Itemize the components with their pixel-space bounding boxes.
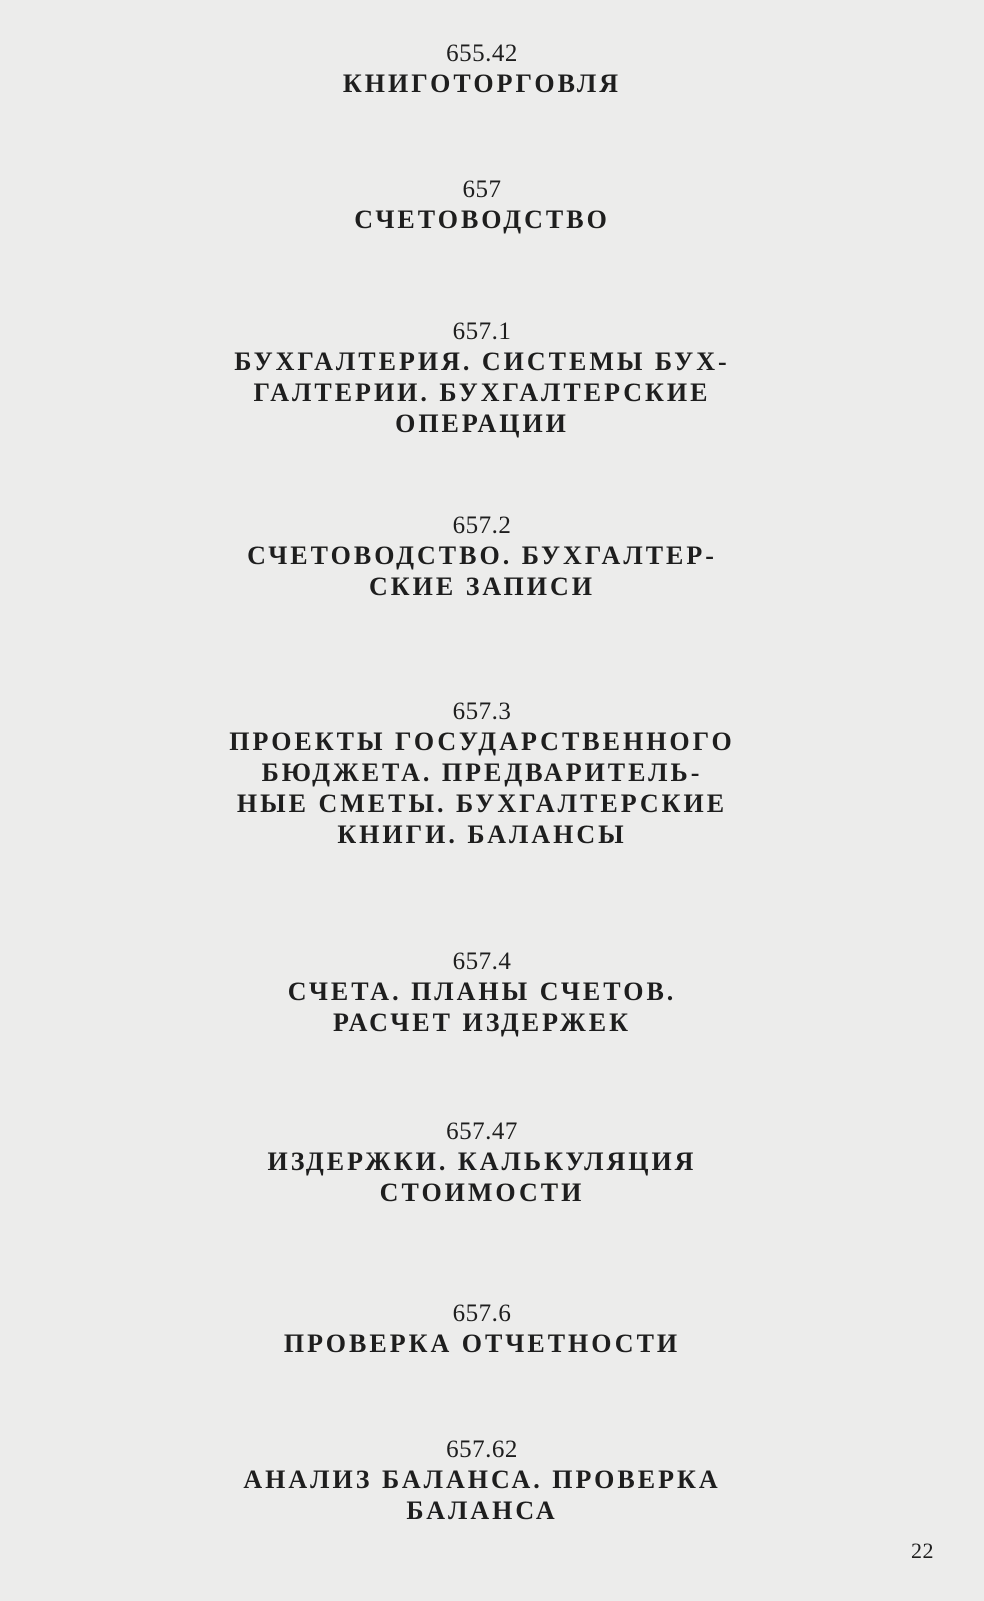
section-657-62: [0, 1436, 964, 1526]
section-657-6: [0, 1300, 964, 1359]
title-line: ИЗДЕРЖКИ. КАЛЬКУЛЯЦИЯ: [267, 1147, 697, 1176]
section-title: [0, 976, 964, 1038]
title-line: СТОИМОСТИ: [379, 1178, 585, 1207]
title-line: СЧЕТОВОДСТВО. БУХГАЛТЕР-: [247, 541, 717, 570]
section-code: 657.62: [446, 1436, 518, 1463]
title-line: АНАЛИЗ БАЛАНСА. ПРОВЕРКА: [243, 1465, 721, 1494]
section-code: 657.47: [446, 1118, 518, 1145]
section-title: [0, 204, 964, 235]
title-line: РАСЧЕТ ИЗДЕРЖЕК: [333, 1008, 631, 1037]
section-code: 657.3: [452, 698, 512, 725]
section-657-4: [0, 948, 964, 1038]
title-line: БАЛАНСА: [406, 1496, 558, 1525]
section-657-47: [0, 1118, 964, 1208]
title-line: КНИГОТОРГОВЛЯ: [342, 69, 622, 98]
section-title: [0, 726, 964, 850]
section-code: 657.2: [452, 512, 512, 539]
title-line: ПРОЕКТЫ ГОСУДАРСТВЕННОГО: [229, 727, 735, 756]
page-number: 22: [911, 1538, 934, 1563]
title-line: НЫЕ СМЕТЫ. БУХГАЛТЕРСКИЕ: [236, 789, 728, 818]
section-title: [0, 1328, 964, 1359]
title-line: ПРОВЕРКА ОТЧЕТНОСТИ: [283, 1329, 681, 1358]
section-title: [0, 1464, 964, 1526]
section-code: 655.42: [446, 40, 518, 67]
section-code: 657.1: [452, 318, 512, 345]
title-line: КНИГИ. БАЛАНСЫ: [337, 820, 627, 849]
section-code: 657.4: [452, 948, 512, 975]
section-657: [0, 176, 964, 235]
section-657-2: [0, 512, 964, 602]
title-line: БЮДЖЕТА. ПРЕДВАРИТЕЛЬ-: [261, 758, 703, 787]
title-line: СЧЕТА. ПЛАНЫ СЧЕТОВ.: [287, 977, 677, 1006]
title-line: ГАЛТЕРИИ. БУХГАЛТЕРСКИЕ: [253, 378, 711, 407]
title-line: ОПЕРАЦИИ: [395, 409, 569, 438]
section-code: 657: [462, 176, 502, 203]
section-655-42: [0, 40, 964, 99]
section-title: [0, 68, 964, 99]
title-line: СКИЕ ЗАПИСИ: [369, 572, 595, 601]
title-line: БУХГАЛТЕРИЯ. СИСТЕМЫ БУХ-: [234, 347, 730, 376]
section-title: [0, 540, 964, 602]
section-code: 657.6: [452, 1300, 512, 1327]
section-title: [0, 1146, 964, 1208]
title-line: СЧЕТОВОДСТВО: [354, 205, 610, 234]
section-657-3: [0, 698, 964, 850]
section-title: [0, 346, 964, 439]
section-657-1: [0, 318, 964, 439]
